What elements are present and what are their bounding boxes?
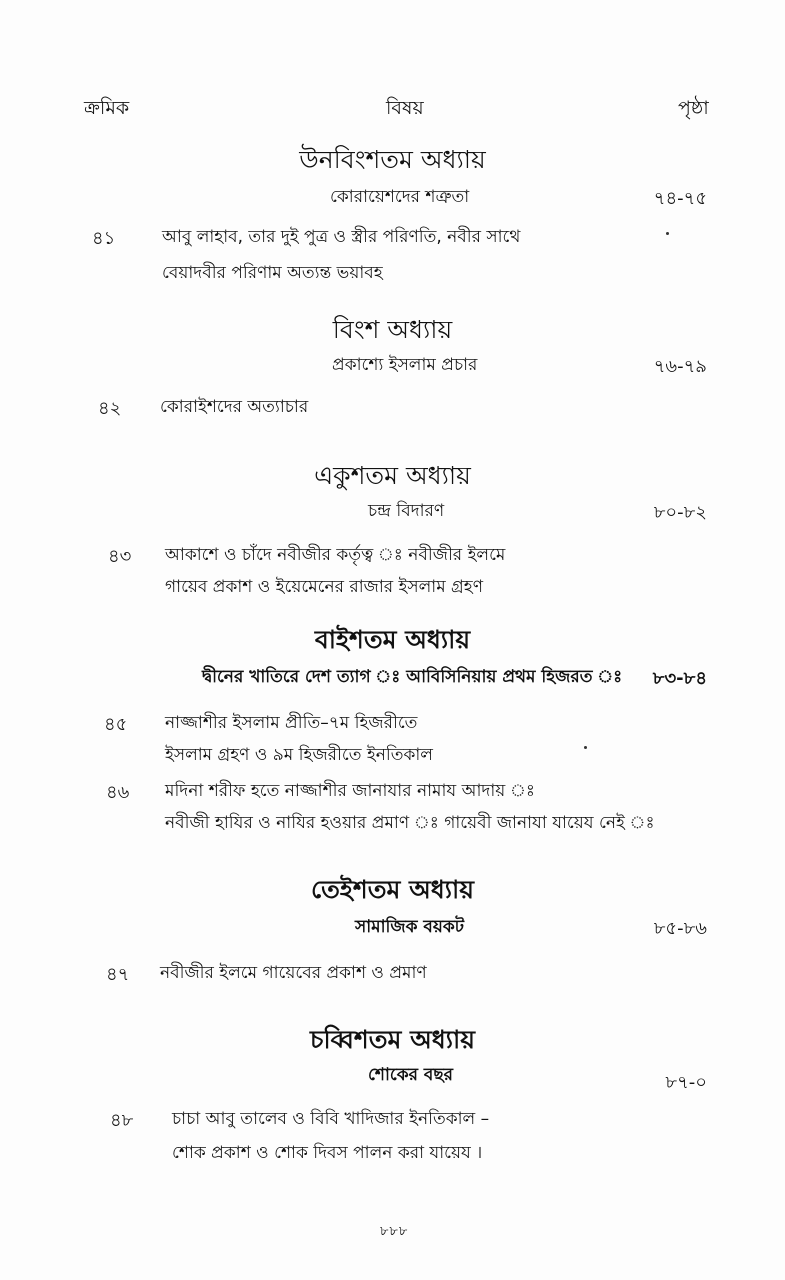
chapter-heading: বিংশ অধ্যায় — [332, 315, 453, 344]
chapter-heading: একুশতম অধ্যায় — [314, 461, 471, 490]
chapter-heading: তেইশতম অধ্যায় — [311, 875, 474, 904]
chapter-topic: শোকের বছর — [368, 1065, 453, 1085]
entry-number: ৪৬ — [106, 782, 130, 803]
entry-line: মদিনা শরীফ হতে নাজ্জাশীর জানাযার নামায আদায় ঃ — [165, 781, 535, 801]
chapter-topic: দ্বীনের খাতিরে দেশ ত্যাগ ঃ আবিসিনিয়ায় প্রথম হিজরত ঃ — [202, 667, 623, 687]
page-number: ৮৮৮ — [380, 1224, 409, 1239]
page-range: ৮০-৮২ — [653, 502, 707, 523]
entry-line: চাচা আবু তালেব ও বিবি খাদিজার ইনতিকাল – — [172, 1109, 490, 1129]
page-range: ৭৬-৭৯ — [653, 356, 707, 377]
stray-mark — [666, 232, 669, 235]
stray-mark — [584, 746, 587, 749]
entry-line: ইসলাম গ্রহণ ও ৯ম হিজরীতে ইনতিকাল — [165, 745, 433, 765]
entry-line: শোক প্রকাশ ও শোক দিবস পালন করা যায়েয । — [172, 1143, 483, 1163]
entry-number: ৪৮ — [110, 1110, 134, 1131]
page-range: ৮৭-০ — [665, 1072, 707, 1093]
entry-number: ৪৩ — [108, 546, 132, 567]
entry-line: আবু লাহাব, তার দুই পুত্র ও স্ত্রীর পরিণতি, নবীর সাথে — [162, 227, 521, 247]
entry-line: নবীজীর ইলমে গায়েবের প্রকাশ ও প্রমাণ — [160, 963, 427, 983]
chapter-heading: উনবিংশতম অধ্যায় — [299, 145, 486, 174]
entry-number: ৪২ — [98, 398, 122, 419]
page-range: ৮৩-৮৪ — [652, 668, 707, 689]
entry-number: ৪১ — [92, 228, 116, 249]
chapter-heading: চব্বিশতম অধ্যায় — [310, 1025, 475, 1054]
entry-line: নাজ্জাশীর ইসলাম প্রীতি–৭ম হিজরীতে — [165, 713, 418, 733]
chapter-topic: প্রকাশ্যে ইসলাম প্রচার — [332, 355, 478, 375]
chapter-topic: চন্দ্র বিদারণ — [368, 501, 445, 521]
entry-line: নবীজী হাযির ও নাযির হওয়ার প্রমাণ ঃ গায়েবী জানাযা যায়েয নেই ঃ — [165, 813, 655, 833]
chapter-topic: সামাজিক বয়কট — [355, 917, 465, 937]
chapter-heading: বাইশতম অধ্যায় — [314, 625, 471, 654]
entry-number: ৪৭ — [106, 964, 130, 985]
entry-line: আকাশে ও চাঁদে নবীজীর কর্তৃত্ব ঃ নবীজীর ইলমে — [165, 545, 506, 565]
page-column-header: পৃষ্ঠা — [678, 97, 709, 119]
entry-line: গায়েব প্রকাশ ও ইয়েমেনের রাজার ইসলাম গ্রহণ — [165, 577, 483, 597]
entry-line: বেয়াদবীর পরিণাম অত্যন্ত ভয়াবহ — [162, 263, 383, 283]
page-range: ৭৪-৭৫ — [653, 188, 707, 209]
page-range: ৮৫-৮৬ — [653, 918, 707, 939]
serial-column-header: ক্রমিক — [84, 97, 130, 119]
entry-line: কোরাইশদের অত্যাচার — [160, 397, 309, 417]
chapter-topic: কোরায়েশদের শত্রুতা — [330, 187, 470, 207]
entry-number: ৪৫ — [104, 714, 128, 735]
subject-column-header: বিষয় — [386, 97, 424, 119]
